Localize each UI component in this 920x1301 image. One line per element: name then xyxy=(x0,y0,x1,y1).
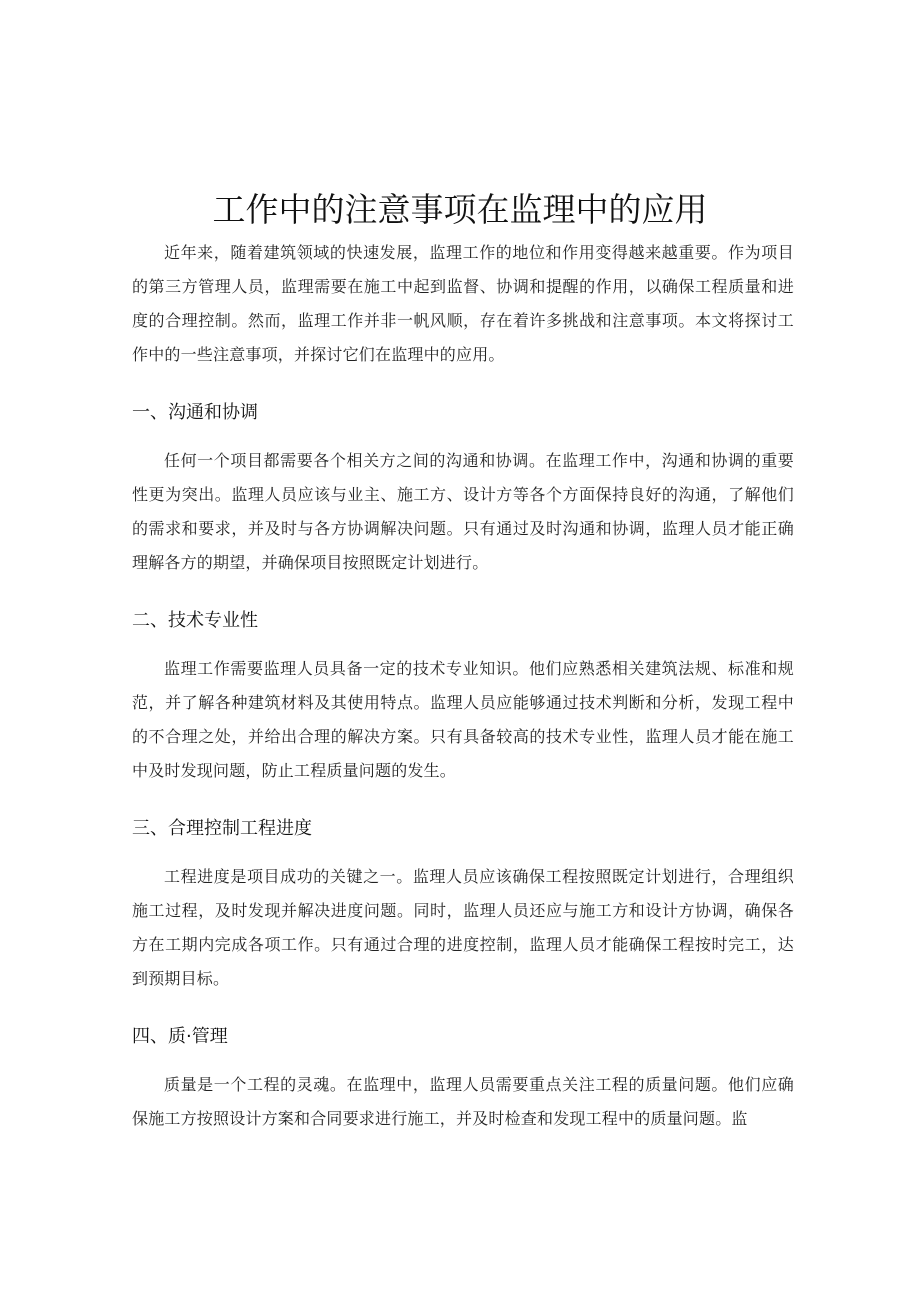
section-body-technical: 监理工作需要监理人员具备一定的技术专业知识。他们应熟悉相关建筑法规、标准和规范，并了解各种建筑材料及其使用特点。监理人员应能够通过技术判断和分析，发现工程中的不合理之处，并给出合理的解决方案。只有具备较高的技术专业性，监理人员才能在施工中及时发现问题，防止工程质量问题的发生。 xyxy=(132,659,794,780)
section-body-quality: 质量是一个工程的灵魂。在监理中，监理人员需要重点关注工程的质量问题。他们应确保施工方按照设计方案和合同要求进行施工，并及时检查和发现工程中的质量问题。监 xyxy=(132,1075,794,1128)
section-body-schedule: 工程进度是项目成功的关键之一。监理人员应该确保工程按照既定计划进行，合理组织施工过程，及时发现并解决进度问题。同时，监理人员还应与施工方和设计方协调，确保各方在工期内完成各项工作。只有通过合理的进度控制，监理人员才能确保工程按时完工，达到预期目标。 xyxy=(132,867,794,988)
section-heading-quality: 四、质·管理 xyxy=(132,1026,228,1047)
document-title: 工作中的注意事项在监理中的应用 xyxy=(212,190,708,230)
section-heading-communication: 一、沟通和协调 xyxy=(132,402,258,423)
section-heading-technical: 二、技术专业性 xyxy=(132,610,258,631)
section-body-communication: 任何一个项目都需要各个相关方之间的沟通和协调。在监理工作中，沟通和协调的重要性更为突出。监理人员应该与业主、施工方、设计方等各个方面保持良好的沟通，了解他们的需求和要求，并及时与各方协调解决问题。只有通过及时沟通和协调，监理人员才能正确理解各方的期望，并确保项目按照既定计划进行。 xyxy=(132,451,794,572)
intro-paragraph: 近年来，随着建筑领域的快速发展，监理工作的地位和作用变得越来越重要。作为项目的第三方管理人员，监理需要在施工中起到监督、协调和提醒的作用，以确保工程质量和进度的合理控制。然而，监理工作并非一帆风顺，存在着许多挑战和注意事项。本文将探讨工作中的一些注意事项，并探讨它们在监理中的应用。 xyxy=(132,243,794,364)
section-heading-schedule: 三、合理控制工程进度 xyxy=(132,818,312,839)
